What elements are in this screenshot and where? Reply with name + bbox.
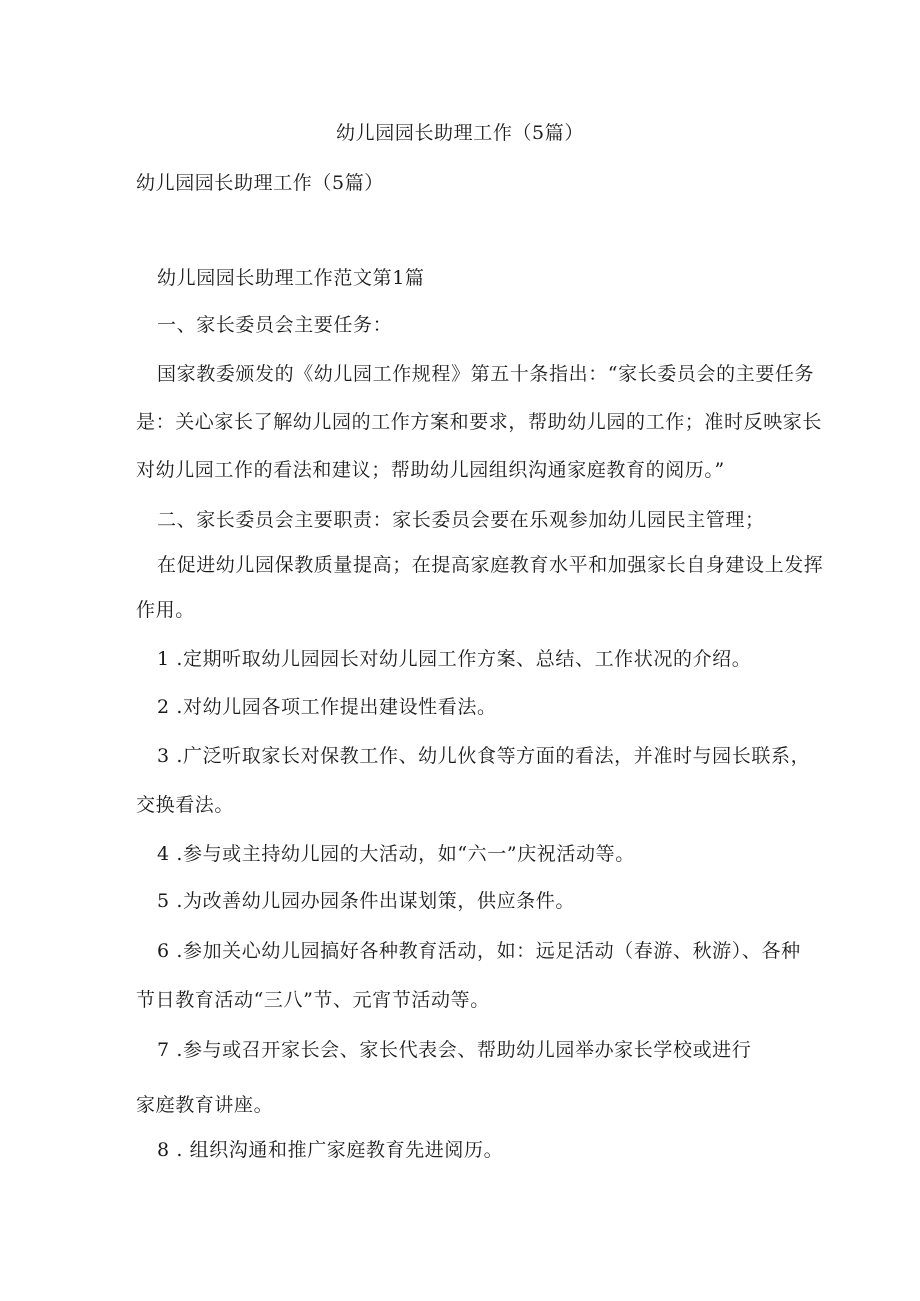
list-item: 2 .对幼儿园各项工作提出建设性看法。 bbox=[157, 696, 497, 718]
list-item-continuation: 家庭教育讲座。 bbox=[136, 1094, 274, 1116]
para1-line: 对幼儿园工作的看法和建议；帮助幼儿园组织沟通家庭教育的阅历。” bbox=[136, 459, 725, 481]
para2-heading: 二、家长委员会主要职责：家长委员会要在乐观参加幼儿园民主管理； bbox=[157, 509, 765, 531]
section-heading: 幼儿园园长助理工作范文第1篇 bbox=[157, 267, 425, 289]
list-item: 6 .参加关心幼儿园搞好各种教育活动，如：远足活动（春游、秋游）、各种 bbox=[157, 940, 801, 962]
list-item: 1 .定期听取幼儿园园长对幼儿园工作方案、总结、工作状况的介绍。 bbox=[157, 648, 752, 670]
para1-line: 是：关心家长了解幼儿园的工作方案和要求，帮助幼儿园的工作；准时反映家长 bbox=[136, 411, 823, 433]
list-item: 5 .为改善幼儿园办园条件出谋划策，供应条件。 bbox=[157, 890, 575, 912]
list-item: 7 .参与或召开家长会、家长代表会、帮助幼儿园举办家长学校或进行 bbox=[157, 1039, 752, 1061]
list-item: 3 .广泛听取家长对保教工作、幼儿伙食等方面的看法，并准时与园长联系， bbox=[157, 745, 811, 767]
para2-line: 在促进幼儿园保教质量提高；在提高家庭教育水平和加强家长自身建设上发挥 bbox=[157, 554, 824, 576]
list-item: 8 . 组织沟通和推广家庭教育先进阅历。 bbox=[157, 1139, 504, 1161]
document-title: 幼儿园园长助理工作（5篇） bbox=[336, 122, 584, 144]
list-item-continuation: 节日教育活动“三八”节、元宵节活动等。 bbox=[136, 989, 490, 1011]
para2-line: 作用。 bbox=[136, 599, 195, 621]
para1-heading: 一、家长委员会主要任务： bbox=[157, 314, 393, 336]
para1-line: 国家教委颁发的《幼儿园工作规程》第五十条指出：“家长委员会的主要任务 bbox=[157, 363, 815, 385]
list-item: 4 .参与或主持幼儿园的大活动，如“六一”庆祝活动等。 bbox=[157, 843, 635, 865]
document-subtitle: 幼儿园园长助理工作（5篇） bbox=[136, 172, 384, 194]
list-item-continuation: 交换看法。 bbox=[136, 794, 235, 816]
